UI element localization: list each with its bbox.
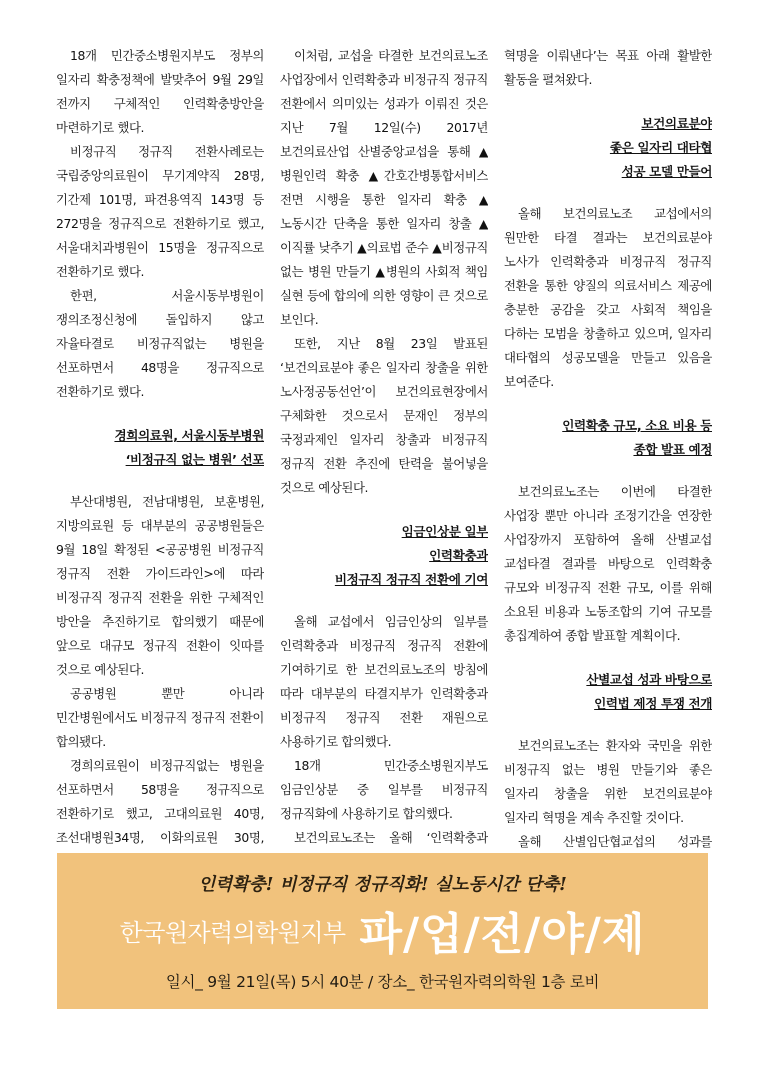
article-paragraph: 보건의료노조는 이번에 타결한 사업장 뿐만 아니라 조정기간을 연장한 사업장까지 포함하여 올해 산별교섭 교섭타결 결과를 바탕으로 인력확충 규모와 비정규직 전환 규모, 이를 위해 소요된 비용과 노동조합의 기여 규모를 총집계하여 종합 발표할 계획이다. [504, 484, 712, 643]
banner-title-row [57, 900, 708, 960]
article-paragraph: 부산대병원, 전남대병원, 보훈병원, 지방의료원 등 대부분의 공공병원들은 9월 18일 확정된 <공공병원 비정규직 정규직 전환 가이드라인>에 따라 비정규직 정규직 전환을 위한 구체적인 방안을 추진하기로 합의했기 때문에 앞으로 대규모 정규직 전환이 잇따를 것으로 예상된다. [56, 494, 264, 677]
banner-org-name: 한국원자력의학원지부 [119, 918, 346, 947]
section-heading-line: 좋은 일자리 대타협 [609, 140, 712, 155]
section-heading-line: 경희의료원, 서울시동부병원 [114, 428, 264, 443]
article-paragraph: 올해 산별임단협교섭의 성과를 [518, 834, 712, 849]
section-heading-line: 인력법 제정 투쟁 전개 [594, 696, 712, 711]
section-heading [280, 520, 488, 592]
section-heading-line: 산별교섭 성과 바탕으로 [586, 672, 712, 687]
article-paragraph: 올해 보건의료노조 교섭에서의 원만한 타결 결과는 보건의료분야 노사가 인력확충과 비정규직 정규직 전환을 통한 양질의 의료서비스 제공에 충분한 공감을 갖고 사회적 책임을 다하는 모범을 창출하고 있으며, 일자리 대타협의 성공모델을 만들고 있음을 보여준다. [504, 206, 712, 389]
banner-event-info: 일시_ 9월 21일(목) 5시 40분 / 장소_ 한국원자력의학원 1층 로비 [165, 973, 600, 991]
section-heading [56, 424, 264, 472]
section-heading-line: 보건의료분야 [641, 116, 712, 131]
column-1 [56, 44, 264, 849]
section-heading-line: ‘비정규직 없는 병원’ 선포 [125, 452, 264, 467]
banner-slogan: 인력확충! 비정규직 정규직화! 실노동시간 단축! [198, 875, 567, 895]
article-paragraph: 18개 민간중소병원지부도 정부의 일자리 확충정책에 발맞추어 9월 29일 전까지 구체적인 인력확충방안을 마련하기로 했다. [56, 48, 264, 135]
article-paragraph: 보건의료노조는 올해 ‘인력확충과 [294, 830, 488, 845]
section-heading-line: 성공 모델 만들어 [621, 164, 712, 179]
article-paragraph: 공공병원 뿐만 아니라 민간병원에서도 비정규직 정규직 전환이 합의됐다. [56, 686, 264, 749]
column-2 [280, 44, 488, 849]
article-paragraph: 보건의료노조는 환자와 국민을 위한 비정규직 없는 병원 만들기와 좋은 일자리 창출을 위한 보건의료분야 일자리 혁명을 계속 추진할 것이다. [504, 738, 712, 825]
section-heading [504, 414, 712, 462]
article-paragraph: 이처럼, 교섭을 타결한 보건의료노조 사업장에서 인력확충과 비정규직 정규직 전환에서 의미있는 성과가 이뤄진 것은 지난 7월 12일(수) 2017년 보건의료산업 산별중앙교섭을 통해 ▲병원인력 확충 ▲간호간병통합서비스 전면 시행을 통한 일자리 확충 ▲노동시간 단축을 통한 일자리 창출 ▲이직률 낮추기 ▲의료법 준수 ▲비정규직 없는 병원 만들기 ▲병원의 사회적 책임 실현 등에 합의에 의한 영향이 큰 것으로 보인다. [280, 48, 488, 327]
column-3 [504, 44, 712, 849]
article-paragraph: 한편, 서울시동부병원이 쟁의조정신청에 돌입하지 않고 자율타결로 비정규직없는 병원을 선포하면서 48명을 정규직으로 전환하기로 했다. [56, 288, 264, 399]
article-paragraph: 비정규직 정규직 전환사례로는 국립중앙의료원이 무기계약직 28명, 기간제 101명, 파견용역직 143명 등 272명을 정규직으로 전환하기로 했고, 서울대치과병원이 15명을 정규직으로 전환하기로 했다. [56, 144, 264, 279]
section-heading-line: 인력확충과 [429, 548, 488, 563]
section-heading-line: 비정규직 정규직 전환에 기여 [334, 572, 488, 587]
article-columns [56, 44, 712, 849]
banner-event-title: 파/업/전/야/제 [359, 909, 646, 960]
section-heading-line: 인력확충 규모, 소요 비용 등 [562, 418, 712, 433]
strike-eve-banner [57, 853, 708, 1009]
article-paragraph: 18개 민간중소병원지부도 임금인상분 중 일부를 비정규직 정규직화에 사용하기로 합의했다. [280, 758, 488, 821]
article-paragraph: 혁명을 이뤄낸다’는 목표 아래 활발한 활동을 펼쳐왔다. [504, 48, 712, 87]
section-heading-line: 임금인상분 일부 [401, 524, 488, 539]
section-heading [504, 112, 712, 184]
article-paragraph: 올해 교섭에서 임금인상의 일부를 인력확충과 비정규직 정규직 전환에 기여하기로 한 보건의료노조의 방침에 따라 대부분의 타결지부가 인력확충과 비정규직 정규직 전환 재원으로 사용하기로 합의했다. [280, 614, 488, 749]
article-paragraph: 경희의료원이 비정규직없는 병원을 선포하면서 58명을 정규직으로 전환하기로 했고, 고대의료원 40명, 조선대병원34명, 이화의료원 30명, [56, 758, 264, 845]
section-heading [504, 668, 712, 716]
article-paragraph: 또한, 지난 8월 23일 발표된 ‘보건의료분야 좋은 일자리 창출을 위한 노사정공동선언’이 보건의료현장에서 구체화한 것으로서 문재인 정부의 국정과제인 일자리 창출과 비정규직 정규직 전환 추진에 탄력을 불어넣을 것으로 예상된다. [280, 336, 488, 495]
section-heading-line: 종합 발표 예정 [633, 442, 712, 457]
